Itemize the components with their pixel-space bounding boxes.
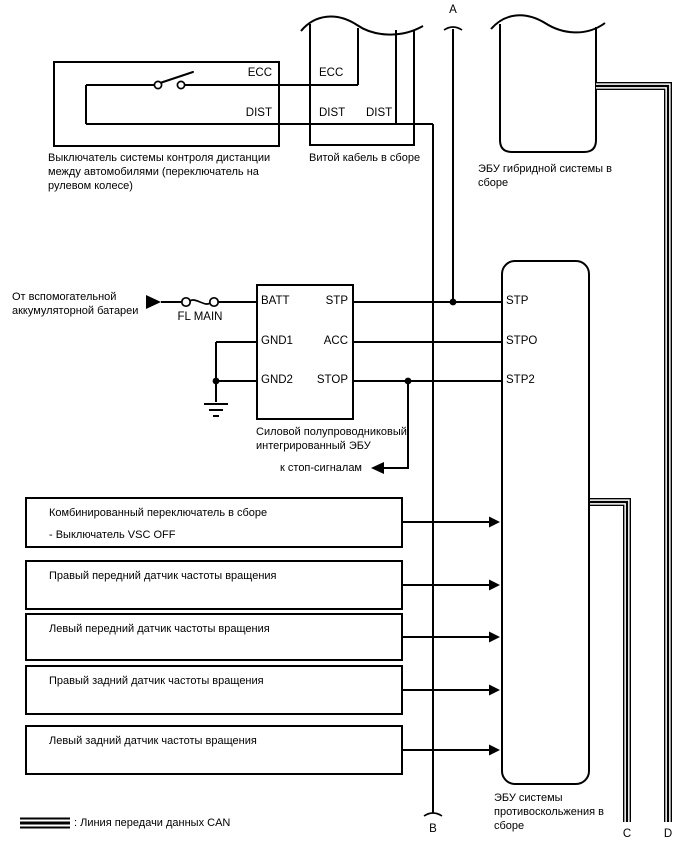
hybrid-ecu-label: ЭБУ гибридной системы в сборе [478, 163, 612, 189]
stop-lamp-arrow-icon [371, 462, 384, 474]
pin-stp: STP [325, 295, 348, 307]
input-box-combination-switch [25, 497, 403, 548]
input-label: Правый передний датчик частоты вращения [49, 570, 277, 582]
pin-dist: DIST [366, 107, 393, 119]
input-box-rear-left-speed-sensor [25, 725, 403, 775]
connector-tick-icons [424, 27, 462, 816]
ground-icon [204, 404, 228, 416]
input-label: Комбинированный переключатель в сборе [49, 507, 268, 519]
can-legend-label: : Линия передачи данных CAN [74, 817, 231, 829]
pin-stp2: STP2 [506, 374, 535, 386]
spiral-cable-label: Витой кабель в сборе [309, 152, 421, 164]
break-line-icon [301, 17, 423, 35]
connector-a-label: A [449, 4, 457, 16]
distance-switch-label: Выключатель системы контроля дистанции между автомобилями (переключатель на рулевом колесе) [48, 152, 271, 192]
spiral-cable-box [301, 17, 423, 145]
pin-dist: DIST [245, 107, 272, 119]
can-line-c [590, 502, 627, 822]
pin-gnd2: GND2 [261, 374, 293, 386]
stop-lamps-label: к стоп-сигналам [280, 462, 362, 474]
pin-ecc: ECC [247, 67, 272, 79]
input-sublabel: - Выключатель VSC OFF [49, 529, 176, 541]
power-ecu-label: Силовой полупроводниковый интегрированный ЭБУ [256, 426, 407, 452]
connector-d-label: D [663, 828, 673, 840]
hybrid-ecu-box [491, 15, 605, 152]
input-label: Левый задний датчик частоты вращения [49, 735, 257, 747]
pin-acc: ACC [323, 335, 348, 347]
pin-batt: BATT [261, 295, 290, 307]
skid-ecu-label: ЭБУ системы противоскольжения в сборе [494, 792, 604, 832]
can-line-d [596, 86, 668, 822]
input-label: Правый задний датчик частоты вращения [49, 675, 264, 687]
fuse-label: FL MAIN [177, 311, 223, 323]
connector-c-label: C [622, 828, 632, 840]
break-line-icon [491, 15, 605, 32]
pin-dist: DIST [319, 107, 346, 119]
pin-stp: STP [506, 295, 529, 307]
input-box-front-right-speed-sensor [25, 560, 403, 610]
fuse-icon [182, 298, 218, 306]
pin-stpo: STPO [506, 335, 538, 347]
input-label: Левый передний датчик частоты вращения [49, 623, 270, 635]
input-box-rear-right-speed-sensor [25, 665, 403, 715]
pin-ecc: ECC [319, 67, 344, 79]
pin-gnd1: GND1 [261, 335, 293, 347]
input-box-front-left-speed-sensor [25, 613, 403, 661]
pin-stop: STOP [316, 374, 348, 386]
connector-b-label: B [429, 823, 437, 835]
battery-source-label: От вспомогательной аккумуляторной батареи [12, 291, 139, 317]
